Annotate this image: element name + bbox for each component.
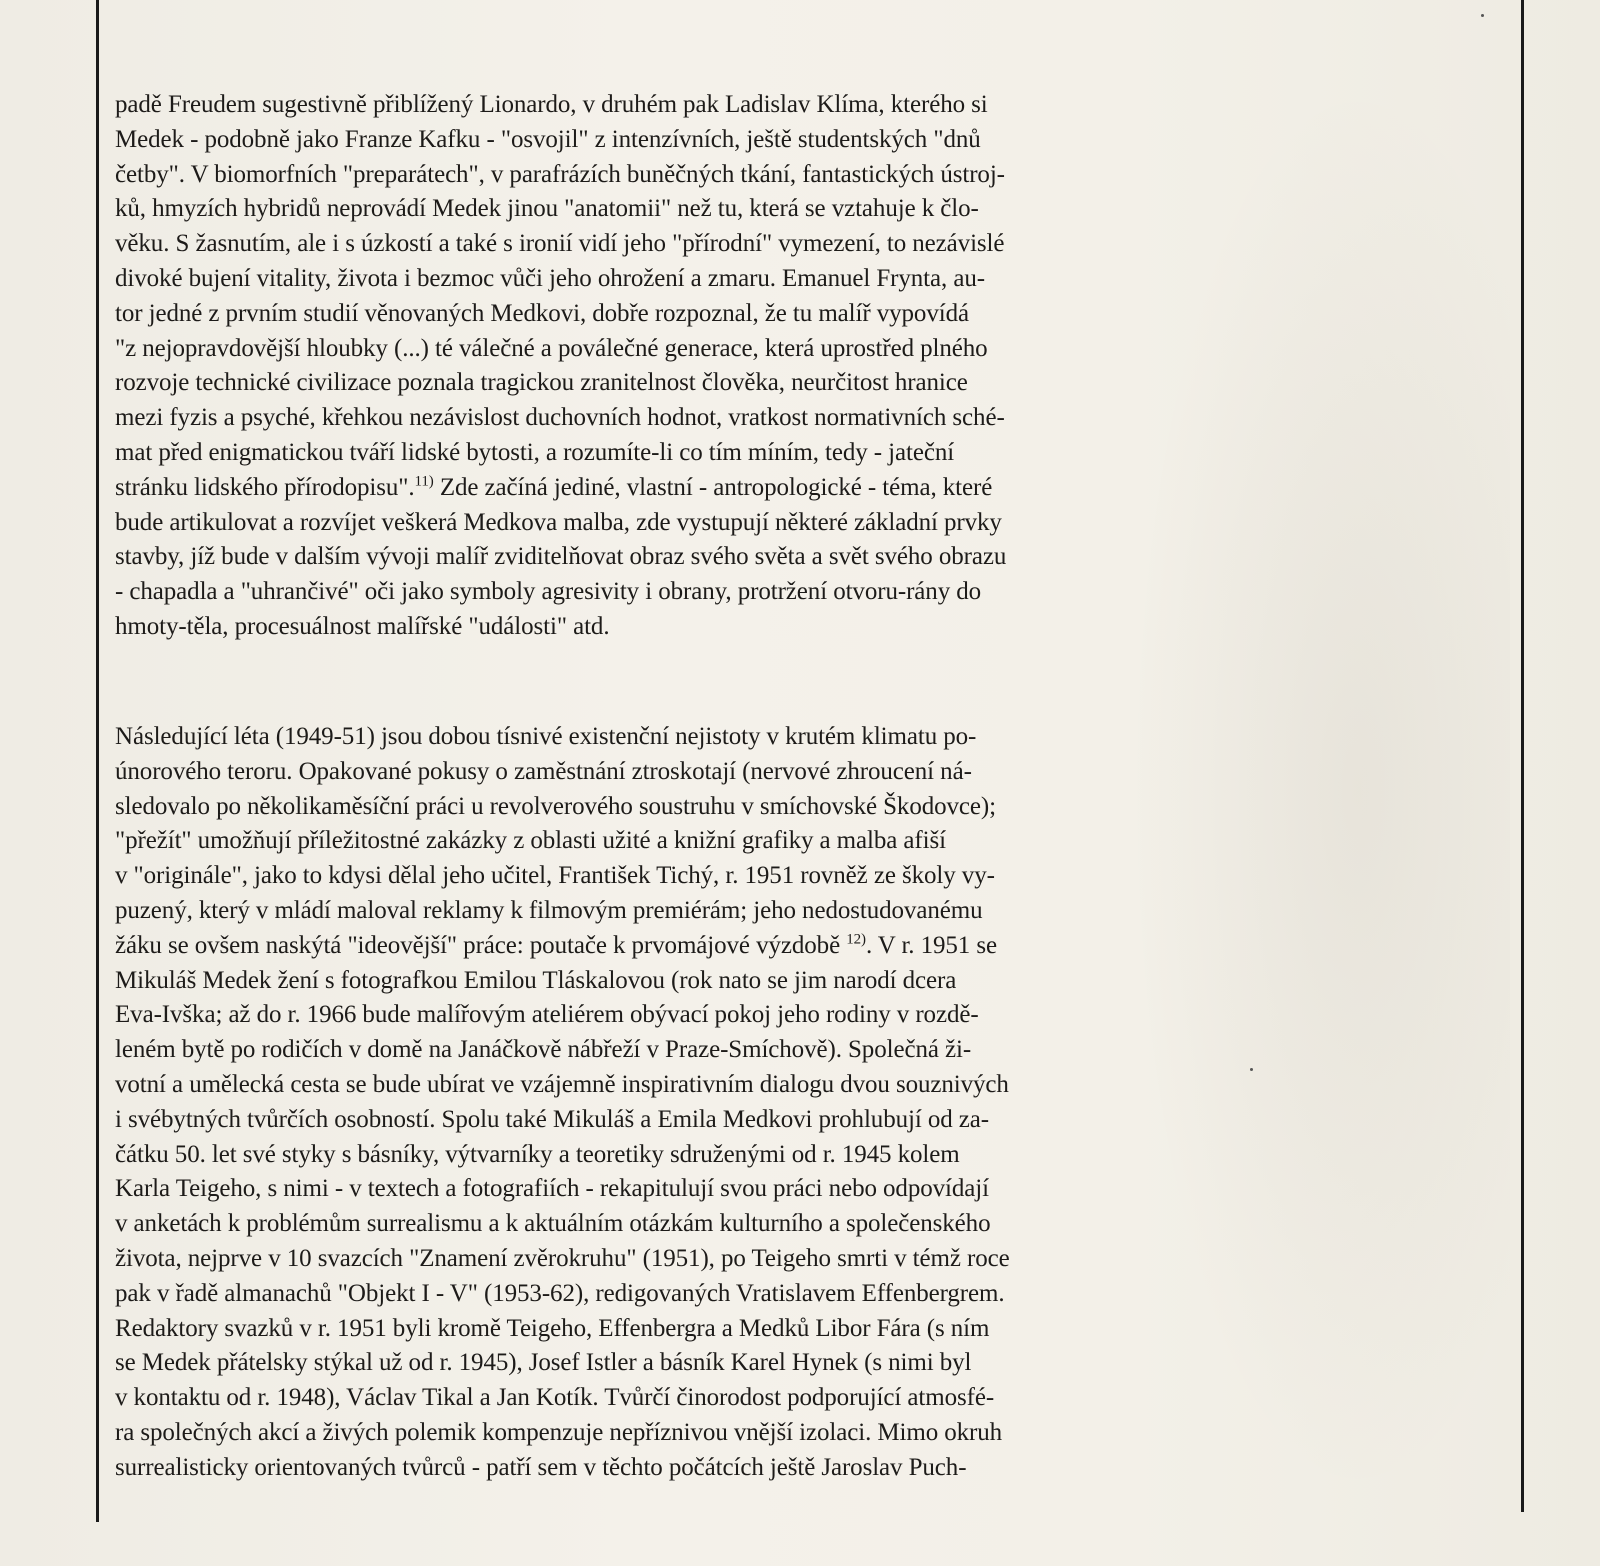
- text-line: Redaktory svazků v r. 1951 byli kromě Teigeho, Effenbergra a Medků Libor Fára (s ním: [115, 1314, 990, 1342]
- text-line: - chapadla a "uhrančivé" oči jako symboly agresivity i obrany, protržení otvoru-rány do: [115, 578, 982, 606]
- text-line: Karla Teigeho, s nimi - v textech a fotografiích - rekapitulují svou práci nebo odpovídají: [115, 1175, 989, 1203]
- text-line: Eva-Ivška; až do r. 1966 bude malířovým ateliérem obývací pokoj jeho rodiny v rozdě-: [115, 1001, 979, 1029]
- text-line: tor jedné z prvním studií věnovaných Medkovi, dobře rozpoznal, že tu malíř vypovídá: [115, 299, 969, 327]
- text-segment: . V r. 1951 se: [865, 931, 997, 959]
- text-segment: stránku lidského přírodopisu".: [115, 473, 415, 501]
- text-line: pak v řadě almanachů "Objekt I - V" (1953-62), redigovaných Vratislavem Effenbergrem.: [115, 1279, 1005, 1307]
- paragraph-2: [115, 720, 1215, 1486]
- text-segment: Zde začíná jediné, vlastní - antropologické - téma, které: [433, 473, 993, 501]
- text-line: v kontaktu od r. 1948), Václav Tikal a Jan Kotík. Tvůrčí činorodost podporující atmosfé-: [115, 1384, 995, 1412]
- text-line: puzený, který v mládí maloval reklamy k filmovým premiérám; jeho nedostudovanému: [115, 896, 983, 924]
- text-line: věku. S žasnutím, ale i s úzkostí a také s ironií vidí jeho "přírodní" vymezení, to nezávislé: [115, 230, 1005, 258]
- text-line: ra společných akcí a živých polemik kompenzuje nepříznivou vnější izolaci. Mimo okruh: [115, 1418, 1003, 1446]
- paper-speck: [1481, 14, 1484, 17]
- paragraph-1: [115, 88, 1215, 645]
- text-line: "přežít" umožňují příležitostné zakázky z oblasti užité a knižní grafiky a malba afiší: [115, 827, 946, 855]
- text-line: hmoty-těla, procesuálnost malířské "události" atd.: [115, 612, 610, 640]
- text-line: padě Freudem sugestivně přiblížený Lionardo, v druhém pak Ladislav Klíma, kterého si: [115, 91, 988, 118]
- footnote-marker-11: 11): [414, 473, 434, 490]
- text-line: života, nejprve v 10 svazcích "Znamení zvěrokruhu" (1951), po Teigeho smrti v témž roce: [115, 1244, 1010, 1272]
- text-line: čátku 50. let své styky s básníky, výtvarníky a teoretiky sdruženými od r. 1945 kolem: [115, 1140, 960, 1168]
- footnote-marker-12: 12): [846, 931, 866, 948]
- text-line: votní a umělecká cesta se bude ubírat ve vzájemně inspirativním dialogu dvou souznivých: [115, 1070, 1009, 1098]
- left-margin-rule: [96, 0, 99, 1522]
- text-line: Následující léta (1949-51) jsou dobou tísnivé existenční nejistoty v krutém klimatu po-: [115, 723, 977, 750]
- text-line: mezi fyzis a psyché, křehkou nezávislost duchovních hodnot, vratkost normativních sché-: [115, 404, 1005, 432]
- paper-speck: [1250, 1068, 1253, 1071]
- text-line: Medek - podobně jako Franze Kafku - "osvojil" z intenzívních, ještě studentských "dnů: [115, 125, 981, 153]
- text-line: "z nejopravdovější hloubky (...) té válečné a poválečné generace, která uprostřed plného: [115, 334, 988, 362]
- text-line: v anketách k problémům surrealismu a k aktuálním otázkám kulturního a společenského: [115, 1210, 991, 1238]
- text-line: stavby, jíž bude v dalším vývoji malíř zviditelňovat obraz svého světa a svět svého obrazu: [115, 543, 1007, 571]
- text-line: surrealisticky orientovaných tvůrců - patří sem v těchto počátcích ještě Jaroslav Puch-: [115, 1453, 967, 1481]
- text-line: leném bytě po rodičích v domě na Janáčkově nábřeží v Praze-Smíchově). Společná ži-: [115, 1036, 972, 1064]
- text-line-with-footnote: [115, 929, 1215, 964]
- text-line: v "originále", jako to kdysi dělal jeho učitel, František Tichý, r. 1951 rovněž ze školy vy-: [115, 862, 995, 890]
- text-line: rozvoje technické civilizace poznala tragickou zranitelnost člověka, neurčitost hranice: [115, 369, 968, 397]
- text-line: ků, hmyzích hybridů neprovádí Medek jinou "anatomii" než tu, která se vztahuje k člo-: [115, 195, 979, 223]
- text-line: i svébytných tvůrčích osobností. Spolu také Mikuláš a Emila Medkovi prohlubují od za-: [115, 1105, 990, 1133]
- right-margin-rule: [1521, 0, 1524, 1512]
- text-segment: žáku se ovšem naskýtá "ideovější" práce: poutače k prvomájové výzdobě: [115, 931, 847, 959]
- text-line: četby". V biomorfních "preparátech", v parafrázích buněčných tkání, fantastických ústroj-: [115, 160, 1005, 188]
- text-line: Mikuláš Medek žení s fotografkou Emilou Tláskalovou (rok nato se jim narodí dcera: [115, 966, 957, 994]
- text-line: únorového teroru. Opakované pokusy o zaměstnání ztroskotají (nervové zhroucení ná-: [115, 757, 972, 785]
- text-line: se Medek přátelsky stýkal už od r. 1945), Josef Istler a básník Karel Hynek (s nimi byl: [115, 1349, 972, 1377]
- text-line: divoké bujení vitality, života i bezmoc vůči jeho ohrožení a zmaru. Emanuel Frynta, au-: [115, 264, 985, 292]
- text-line: mat před enigmatickou tváří lidské bytosti, a rozumíte-li co tím míním, tedy - jateční: [115, 438, 955, 466]
- text-line-with-footnote: [115, 471, 1215, 506]
- text-line: sledovalo po několikaměsíční práci u revolverového soustruhu v smíchovské Škodovce);: [115, 792, 996, 820]
- text-line: bude artikulovat a rozvíjet veškerá Medkova malba, zde vystupují některé základní prvky: [115, 508, 1002, 536]
